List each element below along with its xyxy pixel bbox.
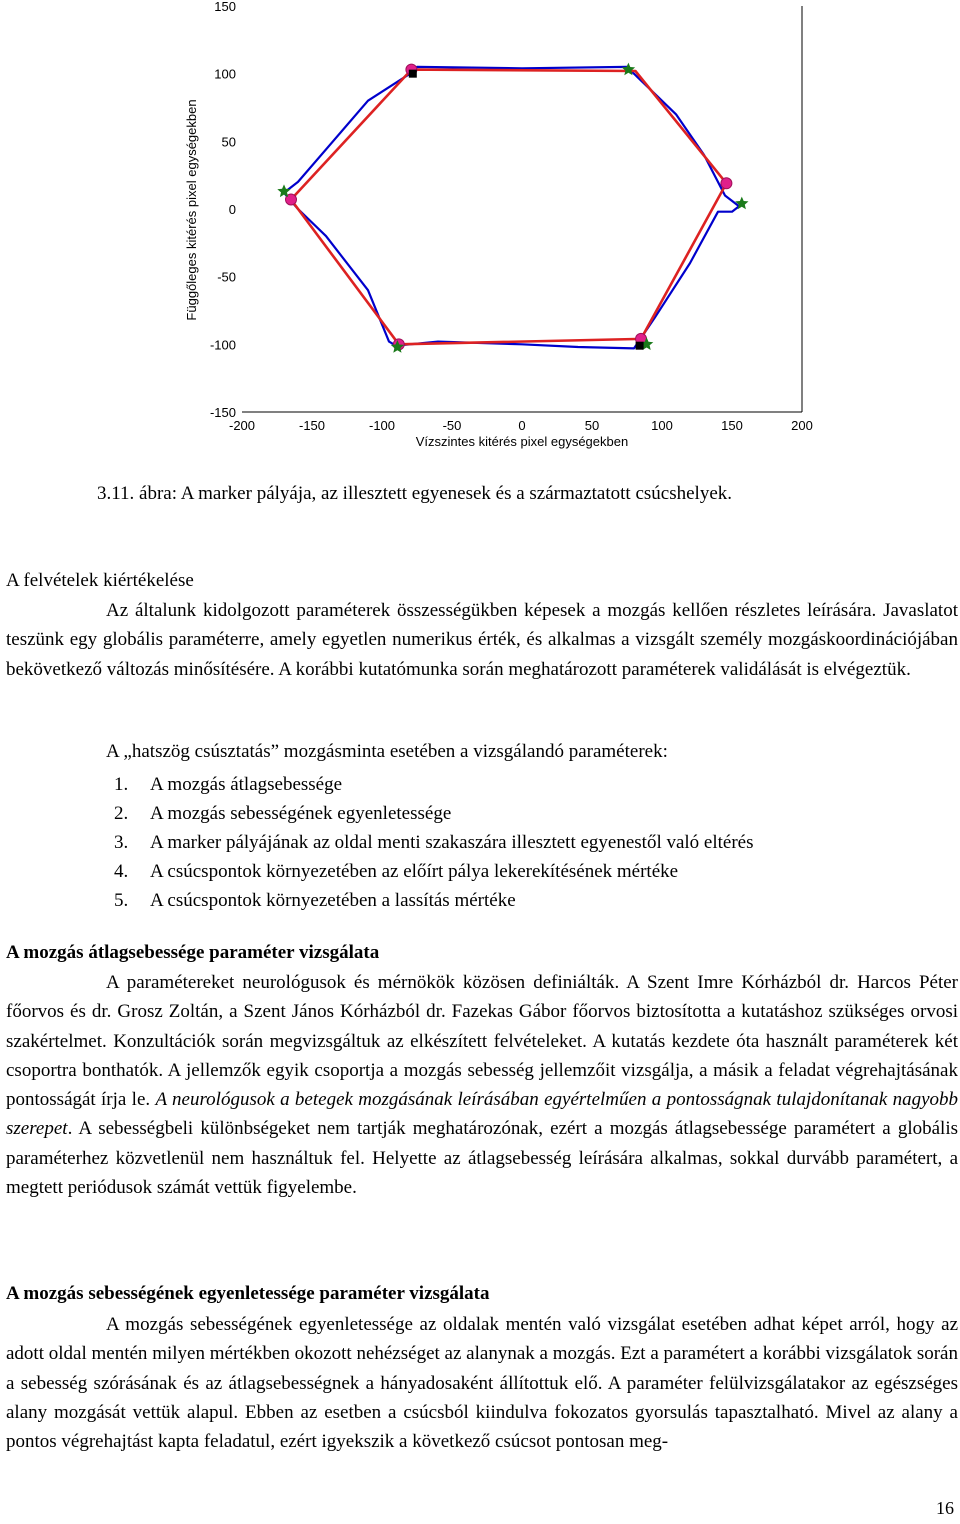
series-line-fitted-lines [291,70,726,345]
y-tick-label: -100 [209,337,236,353]
paragraph-average-speed: A paramétereket neurológusok és mérnökök közösen definiálták. A Szent Imre Kórházból dr. Harcos Péter főorvos és dr. Grosz Zoltán, a Szent János Kórházból dr. Fazekas Gábor főorvos biztosította a kutatáshoz szükséges orvosi szakértelmet. Konzultációk során megvizsgáltuk az elkészített felvételeket. A kutatás kezdete óta használt paraméterek két csoportra bonthatók. A jellemzők egyik csoportja a mozgás sebesség jellemzőit vizsgálja, a másik a feladat végrehajtásának pontosságát írja le. A neurológusok a betegek mozgásának leírásában egyértelműen a pontosságnak tulajdonítanak nagyobb szerepet. A sebességbeli különbségeket nem tartják meghatározónak, ezért a mozgás átlagsebessége paramétert a globális paraméterhez közvetlenül nem használtuk fel. Helyette az átlagsebesség leírására alkalmas, sokkal durvább paramétert, a megtett periódusok számát vettük figyelembe. [6,972,958,1199]
page-number: 16 [936,1498,954,1518]
section-heading-average-speed: A mozgás átlagsebessége paraméter vizsgálata [6,942,380,963]
list-item: 1. A mozgás átlagsebessége [114,774,343,795]
y-tick-label: 50 [221,134,236,150]
vertex-square-marker [409,70,417,78]
series-line-marker-path [284,67,739,349]
x-tick-label: 200 [791,418,813,433]
y-axis-label: Függőleges kitérés pixel egységekben [184,99,199,321]
figure-caption: 3.11. ábra: A marker pályája, az illesztett egyenesek és a származtatott csúcshelyek. [97,483,732,504]
parameter-list [114,770,754,915]
x-tick-label: -200 [228,418,256,433]
paragraph-evaluation: Az általunk kidolgozott paraméterek összességükben képesek a mozgás kellően részletes leírására. Javaslatot teszünk egy globális paraméterre, amely egyetlen numerikus érték, és alkalmas a vizsgált személy mozgáskoordinációjában bekövetkező változás minősítésére. A korábbi kutatómunka során meghatározott paraméterek validálását is elvégeztük. [6,600,958,680]
y-tick-label: -150 [209,405,236,420]
y-tick-label: 150 [214,0,236,14]
x-tick-label: -50 [442,418,462,433]
x-tick-labels [229,418,813,433]
y-tick-label: 0 [228,202,236,217]
list-item: 2. A mozgás sebességének egyenletessége [114,803,452,824]
section-heading-speed-uniformity: A mozgás sebességének egyenletessége paraméter vizsgálata [6,1283,490,1304]
x-tick-label: -100 [368,418,396,433]
list-item: 3. A marker pályájának az oldal menti szakaszára illesztett egyenestől való eltérés [114,832,754,853]
parameter-list-intro: A „hatszög csúsztatás” mozgásminta esetében a vizsgálandó paraméterek: [106,741,668,762]
vertex-square-marker [636,342,644,350]
x-tick-label: -150 [298,418,326,433]
plot-area [242,6,802,412]
vertex-circle-marker [721,178,732,189]
y-tick-label: -50 [217,269,236,285]
x-tick-label: 150 [721,418,743,433]
x-tick-label: 0 [518,418,526,433]
x-tick-label: 50 [584,418,600,433]
x-axis-label: Vízszintes kitérés pixel egységekben [415,434,629,449]
paragraph-speed-uniformity: A mozgás sebességének egyenletessége az oldalak mentén való vizsgálat esetében adhat képet arról, hogy az adott oldal mentén milyen mértékben okozott nehézséget az alanynak a mozgás. Ezt a paramétert a korábbi vizsgálatok során a sebesség szórásának és az átlagsebességnek a hányadosaként állítottuk elő. A paraméter felülvizsgálatakor az egészséges alany mozgását vettük alapul. Ebben az esetben a csúcsból kiindulva fokozatos gyorsulás tapasztalható. Mivel az alany a pontos végrehajtást kapta feladatul, ezért igyekszik a következő csúcsot pontosan meg- [6,1314,958,1453]
list-item: 5. A csúcspontok környezetében a lassítás mértéke [114,890,516,911]
list-item: 4. A csúcspontok környezetében az előírt pálya lekerekítésének mértéke [114,861,679,882]
section-heading-evaluation: A felvételek kiértékelése [6,570,194,591]
y-tick-label: 100 [214,66,236,82]
x-tick-label: 100 [651,418,673,433]
y-tick-labels [210,0,236,420]
trajectory-chart [180,0,820,460]
